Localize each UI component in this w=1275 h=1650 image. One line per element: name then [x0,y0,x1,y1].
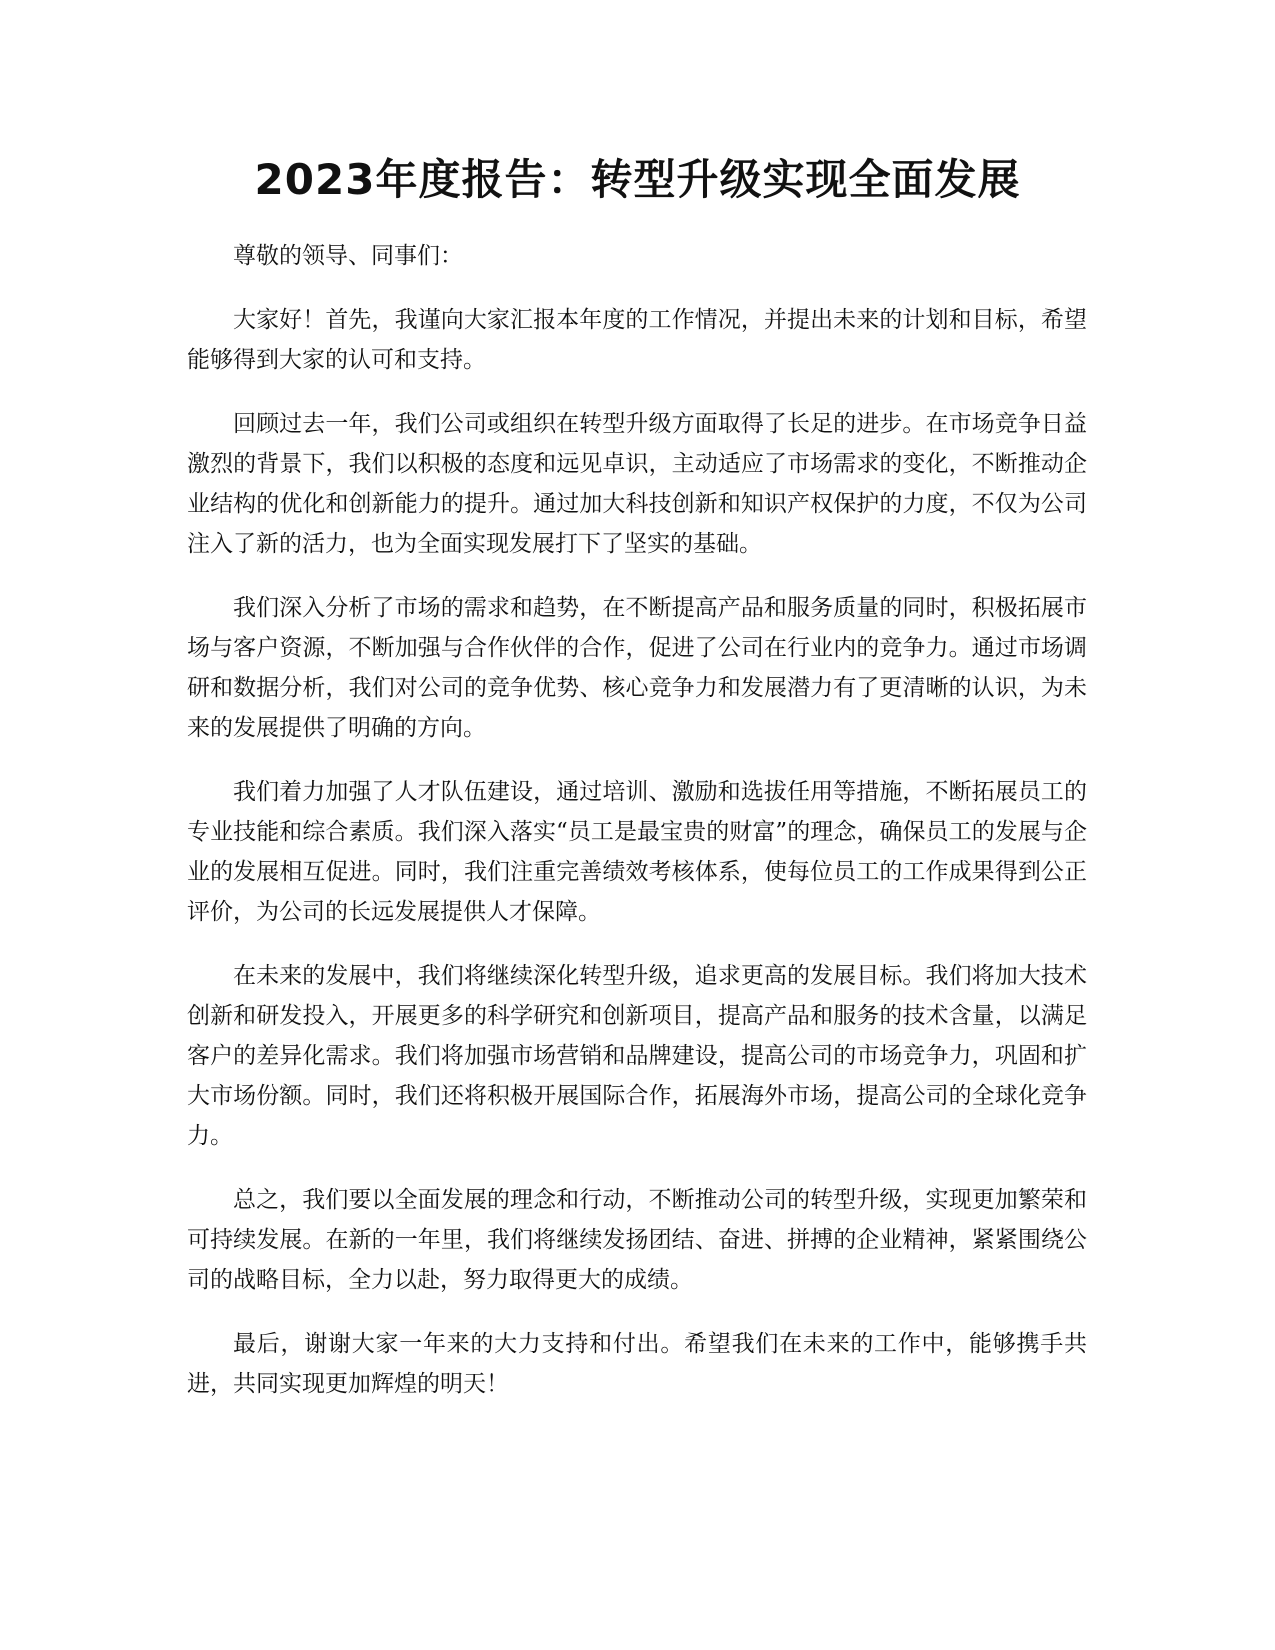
review-paragraph: 回顾过去一年，我们公司或组织在转型升级方面取得了长足的进步。在市场竞争日益激烈的背景下，我们以积极的态度和远见卓识，主动适应了市场需求的变化，不断推动企业结构的优化和创新能力的提升。通过加大科技创新和知识产权保护的力度，不仅为公司注入了新的活力，也为全面实现发展打下了坚实的基础。 [187,411,1087,557]
closing-paragraph: 最后，谢谢大家一年来的大力支持和付出。希望我们在未来的工作中，能够携手共进，共同实现更加辉煌的明天！ [187,1331,1087,1397]
summary-paragraph: 总之，我们要以全面发展的理念和行动，不断推动公司的转型升级，实现更加繁荣和可持续发展。在新的一年里，我们将继续发扬团结、奋进、拼搏的企业精神，紧紧围绕公司的战略目标，全力以赴，努力取得更大的成绩。 [187,1187,1087,1293]
market-paragraph: 我们深入分析了市场的需求和趋势，在不断提高产品和服务质量的同时，积极拓展市场与客户资源，不断加强与合作伙伴的合作，促进了公司在行业内的竞争力。通过市场调研和数据分析，我们对公司的竞争优势、核心竞争力和发展潜力有了更清晰的认识，为未来的发展提供了明确的方向。 [187,595,1087,741]
salutation-paragraph: 尊敬的领导、同事们： [233,243,463,269]
future-paragraph: 在未来的发展中，我们将继续深化转型升级，追求更高的发展目标。我们将加大技术创新和研发投入，开展更多的科学研究和创新项目，提高产品和服务的技术含量，以满足客户的差异化需求。我们将加强市场营销和品牌建设，提高公司的市场竞争力，巩固和扩大市场份额。同时，我们还将积极开展国际合作，拓展海外市场，提高公司的全球化竞争力。 [187,963,1087,1149]
talent-paragraph: 我们着力加强了人才队伍建设，通过培训、激励和选拔任用等措施，不断拓展员工的专业技能和综合素质。我们深入落实“员工是最宝贵的财富”的理念，确保员工的发展与企业的发展相互促进。同时，我们注重完善绩效考核体系，使每位员工的工作成果得到公正评价，为公司的长远发展提供人才保障。 [187,779,1087,925]
document-title: 2023年度报告：转型升级实现全面发展 [254,155,1021,204]
document-body [187,236,1087,1428]
opening-paragraph: 大家好！首先，我谨向大家汇报本年度的工作情况，并提出未来的计划和目标，希望能够得到大家的认可和支持。 [187,307,1087,373]
